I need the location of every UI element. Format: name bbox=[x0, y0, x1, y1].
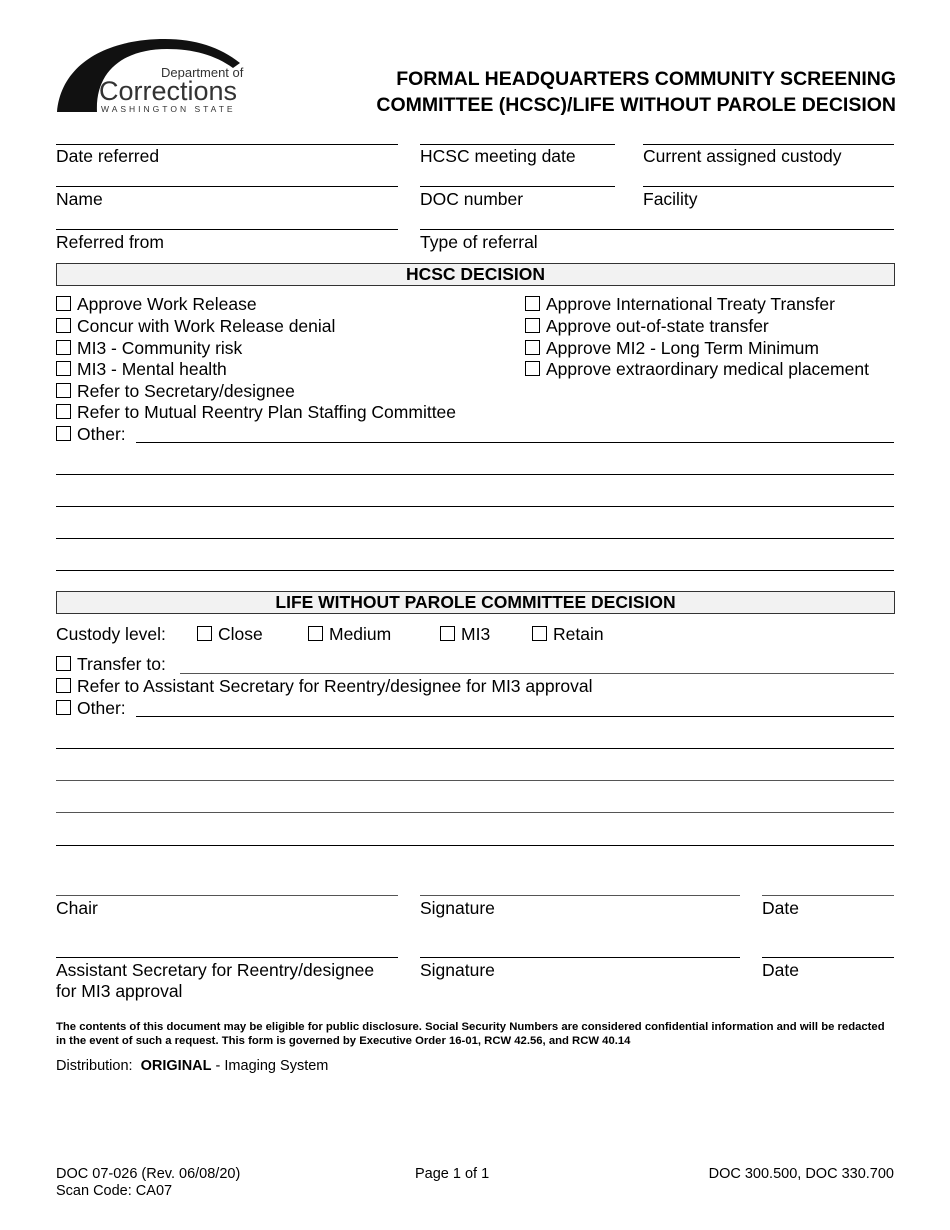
hcsc-option[interactable]: Approve MI2 - Long Term Minimum bbox=[525, 338, 819, 359]
hcsc-comment-line[interactable] bbox=[56, 570, 894, 571]
lwop-option-other[interactable]: Other: bbox=[56, 698, 126, 719]
type-of-referral-line[interactable] bbox=[420, 229, 894, 230]
transfer-to-line[interactable] bbox=[180, 673, 894, 674]
checkbox-icon[interactable] bbox=[56, 383, 71, 398]
checkbox-icon[interactable] bbox=[56, 340, 71, 355]
doc-number-label: DOC number bbox=[420, 189, 524, 209]
checkbox-icon[interactable] bbox=[56, 404, 71, 419]
lwop-comment-line[interactable] bbox=[56, 812, 894, 813]
checkbox-icon[interactable] bbox=[56, 426, 71, 441]
facility-line[interactable] bbox=[643, 186, 894, 187]
scan-code: Scan Code: CA07 bbox=[56, 1183, 173, 1199]
name-line[interactable] bbox=[56, 186, 398, 187]
chair-signature-label: Signature bbox=[420, 898, 495, 918]
name-label: Name bbox=[56, 189, 103, 209]
lwop-comment-line[interactable] bbox=[56, 845, 894, 846]
distribution bbox=[56, 1058, 328, 1075]
hcsc-comment-line[interactable] bbox=[56, 538, 894, 539]
current-custody-label: Current assigned custody bbox=[643, 146, 842, 166]
hcsc-comment-line[interactable] bbox=[56, 474, 894, 475]
lwop-comment-line[interactable] bbox=[56, 780, 894, 781]
custody-option-medium[interactable]: Medium bbox=[308, 624, 391, 645]
checkbox-icon[interactable] bbox=[525, 318, 540, 333]
hcsc-other-line[interactable] bbox=[136, 442, 894, 443]
asst-secretary-line[interactable] bbox=[56, 957, 398, 958]
distribution-rest: - Imaging System bbox=[215, 1058, 329, 1074]
checkbox-icon[interactable] bbox=[308, 626, 323, 641]
hcsc-decision-heading: HCSC DECISION bbox=[56, 263, 895, 286]
lwop-decision-heading: LIFE WITHOUT PAROLE COMMITTEE DECISION bbox=[56, 591, 895, 614]
asst-signature-label: Signature bbox=[420, 960, 495, 980]
distribution-original: ORIGINAL bbox=[140, 1058, 212, 1074]
chair-label: Chair bbox=[56, 898, 98, 918]
chair-signature-line[interactable] bbox=[420, 895, 740, 896]
lwop-other-line[interactable] bbox=[136, 716, 894, 717]
checkbox-icon[interactable] bbox=[525, 340, 540, 355]
checkbox-icon[interactable] bbox=[56, 318, 71, 333]
chair-line[interactable] bbox=[56, 895, 398, 896]
custody-level-label: Custody level: bbox=[56, 624, 166, 644]
hcsc-option[interactable]: Refer to Mutual Reentry Plan Staffing Committee bbox=[56, 402, 456, 423]
checkbox-icon[interactable] bbox=[56, 678, 71, 693]
asst-date-line[interactable] bbox=[762, 957, 894, 958]
lwop-option-transfer[interactable]: Transfer to: bbox=[56, 654, 166, 675]
asst-secretary-label-2: for MI3 approval bbox=[56, 981, 183, 1001]
policy-references: DOC 300.500, DOC 330.700 bbox=[708, 1166, 894, 1182]
checkbox-icon[interactable] bbox=[56, 361, 71, 376]
page-number: Page 1 of 1 bbox=[415, 1166, 490, 1182]
date-referred-line[interactable] bbox=[56, 144, 398, 145]
hcsc-option[interactable]: Approve out-of-state transfer bbox=[525, 316, 769, 337]
asst-date-label: Date bbox=[762, 960, 799, 980]
checkbox-icon[interactable] bbox=[532, 626, 547, 641]
custody-option-retain[interactable]: Retain bbox=[532, 624, 604, 645]
doc-number-line[interactable] bbox=[420, 186, 615, 187]
logo-department: Department of bbox=[161, 65, 244, 80]
disclosure-notice: The contents of this document may be eligible for public disclosure. Social Security Numbers are considered confidential information and will be redacted in the event of such a request. This form is governed by Executive Order 16-01, RCW 42.56, and RCW 40.14 bbox=[56, 1021, 885, 1047]
hcsc-comment-line[interactable] bbox=[56, 506, 894, 507]
checkbox-icon[interactable] bbox=[440, 626, 455, 641]
logo-state: WASHINGTON STATE bbox=[101, 104, 236, 114]
facility-label: Facility bbox=[643, 189, 698, 209]
form-title bbox=[290, 66, 896, 118]
doc-logo bbox=[55, 35, 245, 115]
checkbox-icon[interactable] bbox=[56, 656, 71, 671]
hcsc-option-other[interactable]: Other: bbox=[56, 424, 126, 445]
checkbox-icon[interactable] bbox=[197, 626, 212, 641]
chair-date-label: Date bbox=[762, 898, 799, 918]
hcsc-option[interactable]: Refer to Secretary/designee bbox=[56, 381, 295, 402]
checkbox-icon[interactable] bbox=[56, 296, 71, 311]
custody-option-mi3[interactable]: MI3 bbox=[440, 624, 490, 645]
hcsc-option[interactable]: Approve International Treaty Transfer bbox=[525, 294, 835, 315]
lwop-comment-line[interactable] bbox=[56, 748, 894, 749]
checkbox-icon[interactable] bbox=[525, 296, 540, 311]
form-number: DOC 07-026 (Rev. 06/08/20) bbox=[56, 1166, 241, 1182]
hcsc-option[interactable]: MI3 - Mental health bbox=[56, 359, 227, 380]
logo-corrections: Corrections bbox=[99, 76, 238, 106]
hcsc-option[interactable]: MI3 - Community risk bbox=[56, 338, 242, 359]
type-of-referral-label: Type of referral bbox=[420, 232, 538, 252]
form-title-line1: FORMAL HEADQUARTERS COMMUNITY SCREENING bbox=[396, 68, 896, 90]
hcsc-meeting-date-line[interactable] bbox=[420, 144, 615, 145]
asst-signature-line[interactable] bbox=[420, 957, 740, 958]
referred-from-line[interactable] bbox=[56, 229, 398, 230]
asst-secretary-label: Assistant Secretary for Reentry/designee bbox=[56, 960, 375, 980]
current-custody-line[interactable] bbox=[643, 144, 894, 145]
hcsc-option[interactable]: Concur with Work Release denial bbox=[56, 316, 335, 337]
lwop-option-refer[interactable]: Refer to Assistant Secretary for Reentry/designee for MI3 approval bbox=[56, 676, 593, 697]
checkbox-icon[interactable] bbox=[525, 361, 540, 376]
checkbox-icon[interactable] bbox=[56, 700, 71, 715]
hcsc-option[interactable]: Approve extraordinary medical placement bbox=[525, 359, 869, 380]
hcsc-option[interactable]: Approve Work Release bbox=[56, 294, 257, 315]
date-referred-label: Date referred bbox=[56, 146, 160, 166]
referred-from-label: Referred from bbox=[56, 232, 164, 252]
hcsc-meeting-date-label: HCSC meeting date bbox=[420, 146, 576, 166]
custody-option-close[interactable]: Close bbox=[197, 624, 263, 645]
form-title-line2: COMMITTEE (HCSC)/LIFE WITHOUT PAROLE DECISION bbox=[376, 94, 896, 116]
distribution-label: Distribution: bbox=[56, 1058, 133, 1074]
chair-date-line[interactable] bbox=[762, 895, 894, 896]
